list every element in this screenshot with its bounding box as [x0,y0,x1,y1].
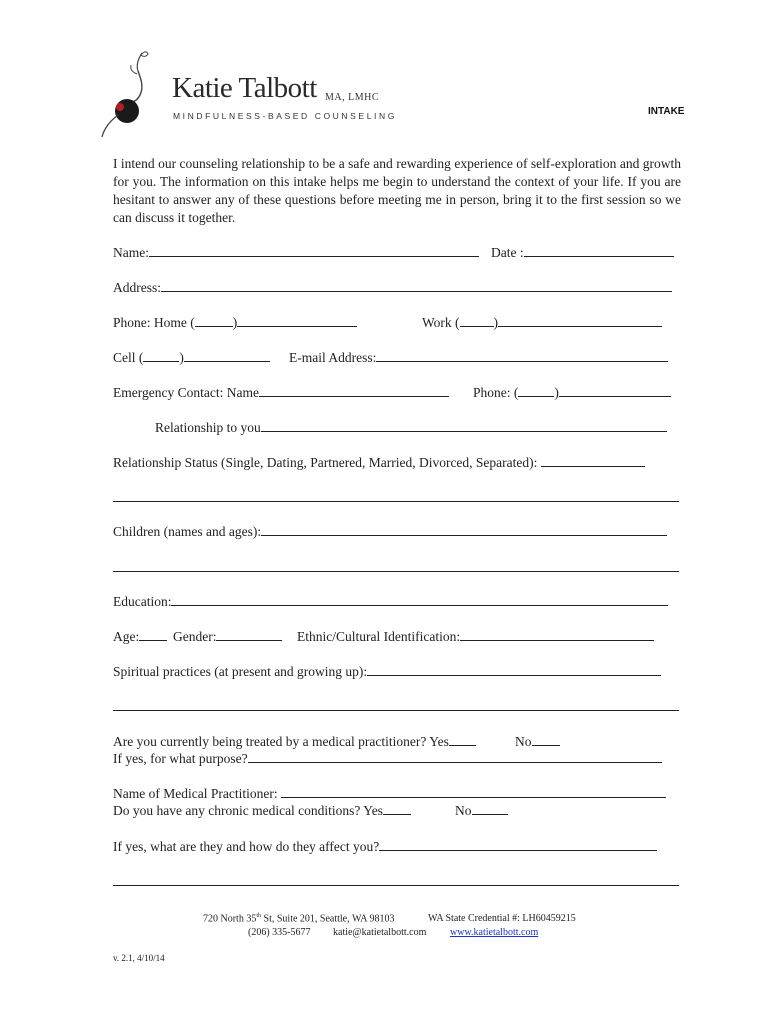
age-field[interactable] [139,628,167,641]
chronic-yes-field[interactable] [383,802,411,815]
spiritual-extra-line[interactable] [113,710,679,711]
logo-name: Katie Talbott [172,72,317,104]
medical-practitioner-label: Name of Medical Practitioner: [113,786,278,801]
footer-address-pre: 720 North 35 [203,913,257,925]
medical-yes-field[interactable] [449,733,476,746]
chronic-effect-label: If yes, what are they and how do they affect you? [113,839,380,854]
ethnic-label: Ethnic/Cultural Identification: [297,629,461,644]
logo-credentials: MA, LMHC [325,92,380,103]
date-label: Date : [491,245,524,260]
email-label: E-mail Address: [289,350,377,365]
spiritual-field[interactable] [367,663,661,676]
phone-home-label: Phone: Home ( [113,315,195,330]
emergency-name-label: Emergency Contact: Name [113,385,259,400]
gender-label: Gender: [173,629,217,644]
paren-close: ) [493,315,499,330]
relationship-status-field[interactable] [541,454,645,467]
phone-home-field[interactable] [237,314,357,327]
chronic-effect-field[interactable] [379,838,657,851]
relationship-status-label: Relationship Status (Single, Dating, Partnered, Married, Divorced, Separated): [113,455,538,470]
footer-phone: (206) 335-5677 [248,927,311,938]
emergency-name-field[interactable] [259,384,449,397]
footer-website-link[interactable]: www.katietalbott.com [450,927,539,938]
emergency-phone-area-field[interactable] [518,384,554,397]
footer-address-post: St, Suite 201, Seattle, WA 98103 [261,913,395,925]
form-title: INTAKE [648,106,685,117]
children-field[interactable] [261,523,667,536]
paren-close: ) [179,350,184,365]
phone-home-area-field[interactable] [195,314,233,327]
cell-label: Cell ( [113,350,144,365]
medical-purpose-field[interactable] [248,750,662,763]
intro-paragraph: I intend our counseling relationship to be a safe and rewarding experience of self-exploration and growth for you. The information on this intake helps me begin to understand the context of your life. If you are hesitant to answer any of these questions before meeting me in person, bring it to the first session so we can discuss it together. [113,156,681,225]
medical-treated-label: Are you currently being treated by a medical practitioner? Yes [113,734,449,749]
name-field[interactable] [149,244,479,257]
education-field[interactable] [171,593,668,606]
footer-address [203,913,394,924]
medical-no-field[interactable] [532,733,560,746]
chronic-no-label: No [455,803,472,818]
paren-close: ) [232,315,238,330]
relationship-to-you-field[interactable] [261,419,667,432]
relationship-status-extra-line[interactable] [113,501,679,502]
medical-practitioner-field[interactable] [281,785,666,798]
relationship-to-you-label: Relationship to you [155,420,261,435]
logo-tagline: MINDFULNESS-BASED COUNSELING [173,111,397,121]
emergency-phone-field[interactable] [559,384,671,397]
date-field[interactable] [524,244,674,257]
spiritual-label: Spiritual practices (at present and growing up): [113,664,368,679]
children-label: Children (names and ages): [113,524,262,539]
gender-field[interactable] [216,628,282,641]
chronic-no-field[interactable] [472,802,508,815]
phone-work-field[interactable] [498,314,662,327]
address-field[interactable] [161,279,672,292]
cell-area-field[interactable] [143,349,179,362]
medical-purpose-label: If yes, for what purpose? [113,751,248,766]
age-label: Age: [113,629,140,644]
medical-no-label: No [515,734,532,749]
version-label: v. 2.1, 4/10/14 [113,953,165,963]
footer-address-sup: th [256,913,262,919]
education-label: Education: [113,594,172,609]
phone-work-label: Work ( [422,315,460,330]
footer-email: katie@katietalbott.com [333,927,427,938]
children-extra-line[interactable] [113,571,679,572]
address-label: Address: [113,280,161,295]
cell-field[interactable] [184,349,270,362]
phone-work-area-field[interactable] [460,314,494,327]
name-label: Name: [113,245,149,260]
emergency-phone-label: Phone: ( [473,385,519,400]
chronic-effect-extra-line[interactable] [113,885,679,886]
chronic-label: Do you have any chronic medical conditions? Yes [113,803,383,818]
email-field[interactable] [376,349,668,362]
paren-close: ) [554,385,559,400]
footer-credential: WA State Credential #: LH60459215 [428,913,576,924]
ethnic-field[interactable] [460,628,654,641]
logo-mark-icon [94,45,156,140]
